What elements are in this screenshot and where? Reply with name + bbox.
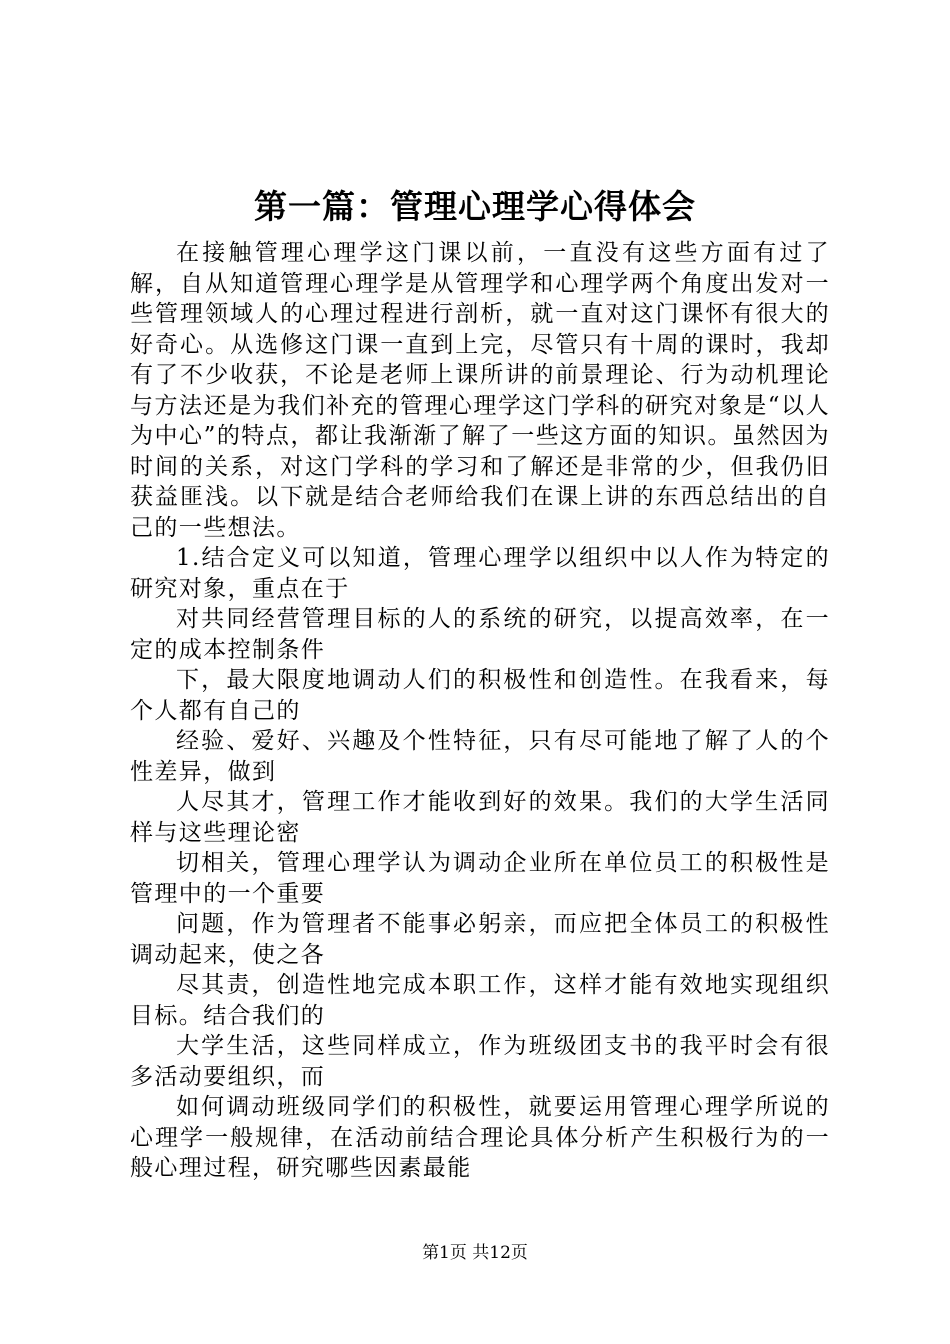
paragraph: 对共同经营管理目标的人的系统的研究，以提高效率，在一定的成本控制条件 [130,606,830,663]
paragraph-intro: 在接触管理心理学这门课以前，一直没有这些方面有过了解，自从知道管理心理学是从管理学和心理学两个角度出发对一些管理领域人的心理过程进行剖析，就一直对这门课怀有很大的好奇心。从选修这门课一直到上完，尽管只有十周的课时，我却有了不少收获，不论是老师上课所讲的前景理论、行为动机理论与方法还是为我们补充的管理心理学这门学科的研究对象是“以人为中心”的特点，都让我渐渐了解了一些这方面的知识。虽然因为时间的关系，对这门学科的学习和了解还是非常的少，但我仍旧获益匪浅。以下就是结合老师给我们在课上讲的东西总结出的自己的一些想法。 [130,240,830,541]
paragraph: 下，最大限度地调动人们的积极性和创造性。在我看来，每个人都有自己的 [130,667,830,724]
page-number-footer: 第1页 共12页 [422,1243,528,1263]
paragraph-point-1: 1.结合定义可以知道，管理心理学以组织中以人作为特定的研究对象，重点在于 [130,545,830,602]
paragraph: 人尽其才，管理工作才能收到好的效果。我们的大学生活同样与这些理论密 [130,789,830,846]
paragraph: 经验、爱好、兴趣及个性特征，只有尽可能地了解了人的个性差异，做到 [130,728,830,785]
paragraph: 问题，作为管理者不能事必躬亲，而应把全体员工的积极性调动起来，使之各 [130,911,830,968]
paragraph: 切相关，管理心理学认为调动企业所在单位员工的积极性是管理中的一个重要 [130,850,830,907]
paragraph: 大学生活，这些同样成立，作为班级团支书的我平时会有很多活动要组织，而 [130,1033,830,1090]
document-title: 第一篇：管理心理学心得体会 [254,187,696,226]
paragraph: 如何调动班级同学们的积极性，就要运用管理心理学所说的心理学一般规律，在活动前结合理论具体分析产生积极行为的一般心理过程，研究哪些因素最能 [130,1094,830,1181]
paragraph: 尽其责，创造性地完成本职工作，这样才能有效地实现组织目标。结合我们的 [130,972,830,1029]
document-body [130,238,830,1184]
